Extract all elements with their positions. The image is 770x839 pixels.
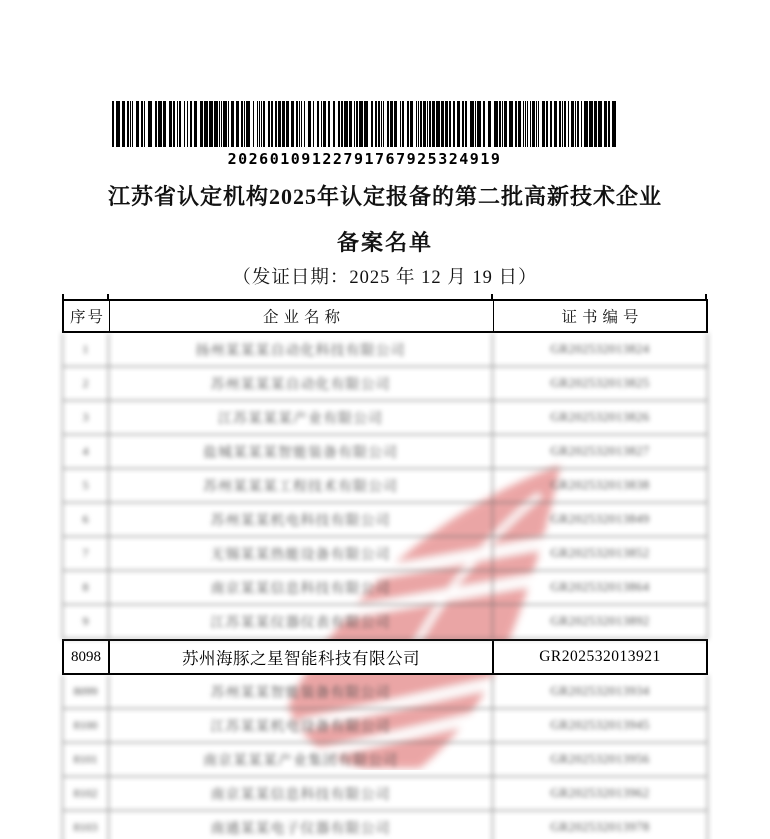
document-title-line2: 备案名单 bbox=[336, 230, 433, 255]
cell-company-text: 盐城某某某智能装备有限公司 bbox=[203, 445, 398, 461]
header-cert bbox=[494, 301, 706, 331]
cell-serial-text: 8098 bbox=[71, 648, 101, 665]
cell-serial-text: 8100 bbox=[73, 718, 98, 732]
cell-serial bbox=[63, 709, 109, 743]
cell-cert-text: GR202532013921 bbox=[539, 648, 661, 665]
header-company bbox=[110, 301, 494, 331]
cell-serial-text: 6 bbox=[82, 512, 89, 526]
cell-company-text: 南通某某电子仪器有限公司 bbox=[210, 821, 391, 837]
table-header-row bbox=[62, 299, 708, 333]
cell-company bbox=[109, 777, 493, 811]
cell-company bbox=[109, 675, 493, 709]
table-row-blurred bbox=[62, 503, 708, 537]
cell-cert bbox=[493, 435, 708, 469]
cell-company bbox=[109, 367, 493, 401]
cell-cert-text: GR202532013934 bbox=[550, 684, 650, 698]
cell-serial bbox=[63, 571, 109, 605]
barcode-svg bbox=[112, 101, 617, 147]
cell-cert bbox=[493, 777, 708, 811]
cell-cert-text: GR202532013945 bbox=[550, 718, 650, 732]
cell-cert bbox=[493, 811, 708, 839]
cell-company bbox=[109, 811, 493, 839]
cell-cert bbox=[493, 743, 708, 777]
cell-company bbox=[109, 503, 493, 537]
cell-company-text: 苏州某某某工程技术有限公司 bbox=[203, 479, 398, 495]
cell-cert-text: GR202532013852 bbox=[550, 546, 650, 560]
cell-serial-text: 8099 bbox=[73, 684, 98, 698]
table-row-blurred bbox=[62, 537, 708, 571]
table-row-blurred bbox=[62, 605, 708, 639]
cell-serial-text: 3 bbox=[82, 410, 89, 424]
cell-company-text: 扬州某某某自动化科技有限公司 bbox=[195, 343, 406, 359]
cell-cert bbox=[493, 605, 708, 639]
company-table bbox=[62, 299, 708, 839]
cell-company bbox=[109, 435, 493, 469]
cell-company bbox=[109, 605, 493, 639]
cell-cert bbox=[493, 571, 708, 605]
cell-serial-text: 2 bbox=[82, 376, 89, 390]
cell-company-text: 南京某某某产业集团有限公司 bbox=[203, 753, 398, 769]
cell-serial bbox=[63, 367, 109, 401]
cell-cert-text: GR202532013978 bbox=[550, 820, 650, 834]
cell-company-text: 江苏某某某产业有限公司 bbox=[218, 411, 383, 427]
cell-company bbox=[109, 469, 493, 503]
cell-cert-text: GR202532013825 bbox=[550, 376, 650, 390]
cell-serial bbox=[63, 675, 109, 709]
issue-date: （发证日期：2025 年 12 月 19 日） bbox=[232, 268, 538, 288]
cell-cert bbox=[493, 469, 708, 503]
cell-company-text: 南京某某信息科技有限公司 bbox=[210, 581, 391, 597]
cell-cert bbox=[493, 675, 708, 709]
cell-serial bbox=[63, 537, 109, 571]
cell-company-text: 苏州某某智能装备有限公司 bbox=[210, 685, 391, 701]
cell-serial-text: 8101 bbox=[73, 752, 98, 766]
cell-serial-text: 5 bbox=[82, 478, 89, 492]
cell-cert-text: GR202532013956 bbox=[550, 752, 650, 766]
table-row-highlight bbox=[62, 639, 708, 675]
table-body bbox=[62, 333, 708, 839]
table-top-tick bbox=[107, 294, 109, 299]
cell-serial bbox=[63, 777, 109, 811]
cell-company bbox=[110, 641, 494, 673]
cell-cert-text: GR202532013838 bbox=[550, 478, 650, 492]
cell-serial-text: 8 bbox=[82, 580, 89, 594]
cell-company bbox=[109, 743, 493, 777]
cell-serial-text: 1 bbox=[82, 342, 89, 356]
cell-company bbox=[109, 571, 493, 605]
cell-company bbox=[109, 401, 493, 435]
header-cert-label: 证书编号 bbox=[561, 309, 644, 326]
cell-cert-text: GR202532013827 bbox=[550, 444, 650, 458]
table-top-tick bbox=[62, 294, 64, 299]
cell-serial bbox=[63, 401, 109, 435]
cell-cert bbox=[493, 709, 708, 743]
barcode-number: 20260109122791767925324919 bbox=[227, 150, 502, 168]
table-row-blurred bbox=[62, 777, 708, 811]
cell-company bbox=[109, 333, 493, 367]
header-serial-label: 序号 bbox=[69, 309, 105, 326]
cell-company-text: 苏州海豚之星智能科技有限公司 bbox=[182, 649, 420, 668]
cell-serial bbox=[63, 503, 109, 537]
table-row-blurred bbox=[62, 367, 708, 401]
cell-serial-text: 9 bbox=[82, 614, 89, 628]
cell-serial bbox=[63, 743, 109, 777]
table-row-blurred bbox=[62, 709, 708, 743]
cell-cert bbox=[494, 641, 706, 673]
table-row-blurred bbox=[62, 571, 708, 605]
cell-company bbox=[109, 537, 493, 571]
cell-company-text: 江苏某某仪器仪表有限公司 bbox=[210, 615, 391, 631]
document-title-line1: 江苏省认定机构2025年认定报备的第二批高新技术企业 bbox=[107, 184, 662, 209]
cell-cert-text: GR202532013826 bbox=[550, 410, 650, 424]
cell-serial-text: 8102 bbox=[73, 786, 98, 800]
cell-serial bbox=[64, 641, 110, 673]
cell-cert bbox=[493, 333, 708, 367]
cell-company-text: 南京某某信息科技有限公司 bbox=[210, 787, 391, 803]
cell-serial bbox=[63, 605, 109, 639]
cell-company bbox=[109, 709, 493, 743]
table-row-blurred bbox=[62, 811, 708, 839]
cell-serial bbox=[63, 333, 109, 367]
cell-cert-text: GR202532013864 bbox=[550, 580, 650, 594]
table-row-blurred bbox=[62, 675, 708, 709]
cell-company-text: 苏州某某某自动化有限公司 bbox=[210, 377, 391, 393]
table-row-blurred bbox=[62, 333, 708, 367]
cell-serial bbox=[63, 811, 109, 839]
cell-cert-text: GR202532013892 bbox=[550, 614, 650, 628]
cell-cert bbox=[493, 367, 708, 401]
cell-serial-text: 4 bbox=[82, 444, 89, 458]
table-row-blurred bbox=[62, 469, 708, 503]
cell-cert bbox=[493, 537, 708, 571]
table-row-blurred bbox=[62, 401, 708, 435]
cell-cert-text: GR202532013849 bbox=[550, 512, 650, 526]
cell-serial-text: 7 bbox=[82, 546, 89, 560]
table-top-tick bbox=[491, 294, 493, 299]
table-row-blurred bbox=[62, 435, 708, 469]
barcode-image bbox=[112, 101, 617, 147]
header-serial bbox=[64, 301, 110, 331]
cell-cert-text: GR202532013962 bbox=[550, 786, 650, 800]
cell-serial-text: 8103 bbox=[73, 820, 98, 834]
cell-company-text: 江苏某某机电设备有限公司 bbox=[210, 719, 391, 735]
cell-company-text: 无锡某某热能设备有限公司 bbox=[210, 547, 391, 563]
cell-cert bbox=[493, 401, 708, 435]
cell-cert-text: GR202532013824 bbox=[550, 342, 650, 356]
table-top-tick bbox=[705, 294, 707, 299]
cell-cert bbox=[493, 503, 708, 537]
cell-serial bbox=[63, 435, 109, 469]
table-row-blurred bbox=[62, 743, 708, 777]
cell-company-text: 苏州某某机电科技有限公司 bbox=[210, 513, 391, 529]
cell-serial bbox=[63, 469, 109, 503]
header-company-label: 企业名称 bbox=[262, 309, 345, 326]
